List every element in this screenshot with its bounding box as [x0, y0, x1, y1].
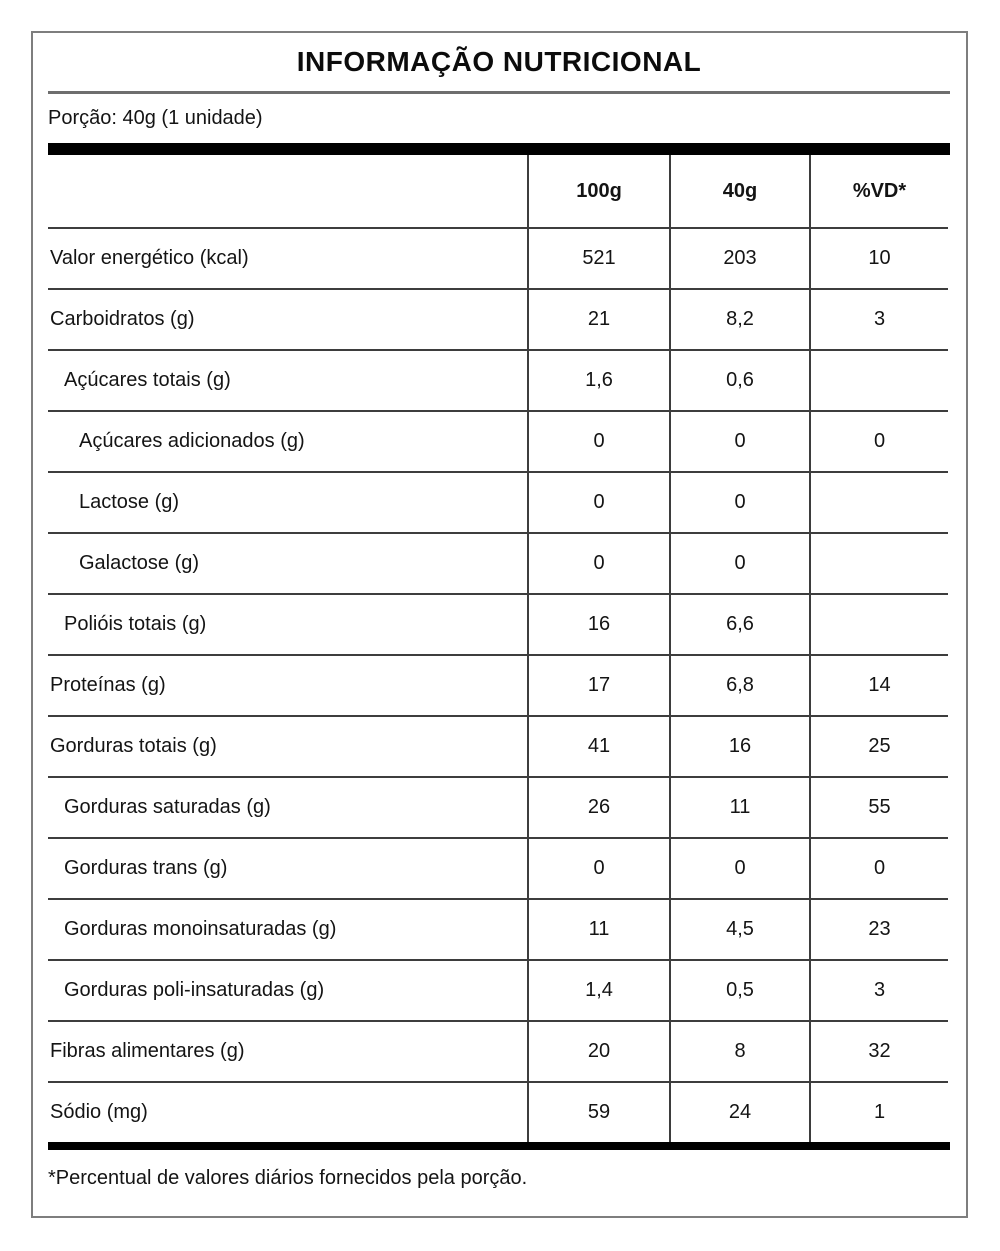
nutrient-value: 0 [670, 411, 810, 472]
nutrient-value: 26 [528, 777, 670, 838]
nutrient-value: 55 [810, 777, 948, 838]
nutrient-value: 21 [528, 289, 670, 350]
nutrient-value: 32 [810, 1021, 948, 1082]
nutrient-value: 6,8 [670, 655, 810, 716]
table-header-row [48, 155, 948, 228]
column-header-vd: %VD* [810, 155, 948, 228]
table-row [48, 838, 948, 899]
nutrient-value: 1,4 [528, 960, 670, 1021]
nutrient-value: 16 [670, 716, 810, 777]
nutrient-value: 24 [670, 1082, 810, 1142]
table-row [48, 777, 948, 838]
table-row [48, 228, 948, 289]
nutrient-value: 8 [670, 1021, 810, 1082]
table-row [48, 350, 948, 411]
table-row [48, 1021, 948, 1082]
nutrient-value [810, 350, 948, 411]
nutrient-value: 6,6 [670, 594, 810, 655]
nutrient-label: Açúcares adicionados (g) [48, 411, 528, 472]
nutrient-value: 1,6 [528, 350, 670, 411]
nutrient-value: 4,5 [670, 899, 810, 960]
nutrient-value [810, 472, 948, 533]
nutrient-value: 11 [670, 777, 810, 838]
nutrient-value: 0 [670, 472, 810, 533]
nutrient-value: 17 [528, 655, 670, 716]
table-row [48, 1082, 948, 1142]
nutrient-value: 0 [810, 411, 948, 472]
table-row [48, 594, 948, 655]
nutrient-value: 0 [528, 472, 670, 533]
page-title: INFORMAÇÃO NUTRICIONAL [296, 46, 702, 77]
table-row [48, 411, 948, 472]
nutrient-value [810, 594, 948, 655]
nutrient-label: Polióis totais (g) [48, 594, 528, 655]
nutrient-label: Gorduras saturadas (g) [48, 777, 528, 838]
thick-bar-top [48, 143, 950, 155]
nutrient-label: Valor energético (kcal) [48, 228, 528, 289]
table-row [48, 960, 948, 1021]
table-row [48, 716, 948, 777]
nutrient-value: 20 [528, 1021, 670, 1082]
nutrient-value: 0 [810, 838, 948, 899]
nutrient-value: 0 [528, 533, 670, 594]
nutrient-label: Açúcares totais (g) [48, 350, 528, 411]
nutrient-label: Carboidratos (g) [48, 289, 528, 350]
nutrient-label: Gorduras monoinsaturadas (g) [48, 899, 528, 960]
nutrient-label: Proteínas (g) [48, 655, 528, 716]
nutrition-label [31, 31, 968, 1218]
column-header-100g: 100g [528, 155, 670, 228]
nutrient-label: Galactose (g) [48, 533, 528, 594]
table-row [48, 472, 948, 533]
nutrient-value: 41 [528, 716, 670, 777]
table-row [48, 289, 948, 350]
nutrient-value: 59 [528, 1082, 670, 1142]
nutrient-value: 3 [810, 960, 948, 1021]
nutrient-label: Gorduras trans (g) [48, 838, 528, 899]
nutrition-table-body [48, 228, 948, 1142]
nutrient-value: 0 [528, 411, 670, 472]
nutrient-value: 11 [528, 899, 670, 960]
nutrient-label: Gorduras poli-insaturadas (g) [48, 960, 528, 1021]
nutrient-value: 14 [810, 655, 948, 716]
nutrient-value: 10 [810, 228, 948, 289]
nutrient-label: Sódio (mg) [48, 1082, 528, 1142]
nutrient-label: Lactose (g) [48, 472, 528, 533]
nutrient-value: 0 [528, 838, 670, 899]
nutrient-value: 0,5 [670, 960, 810, 1021]
nutrition-table [48, 155, 948, 1142]
table-row [48, 899, 948, 960]
nutrient-value: 25 [810, 716, 948, 777]
nutrient-value: 1 [810, 1082, 948, 1142]
nutrient-label: Fibras alimentares (g) [48, 1021, 528, 1082]
nutrient-value: 0 [670, 838, 810, 899]
nutrient-value: 8,2 [670, 289, 810, 350]
nutrient-value: 3 [810, 289, 948, 350]
nutrient-label: Gorduras totais (g) [48, 716, 528, 777]
column-header-blank [48, 155, 528, 228]
column-header-40g: 40g [670, 155, 810, 228]
nutrient-value: 0 [670, 533, 810, 594]
nutrient-value: 521 [528, 228, 670, 289]
nutrient-value: 16 [528, 594, 670, 655]
portion-text: Porção: 40g (1 unidade) [48, 107, 263, 129]
nutrient-value: 203 [670, 228, 810, 289]
nutrient-value [810, 533, 948, 594]
table-row [48, 533, 948, 594]
table-row [48, 655, 948, 716]
thick-bar-bottom [48, 1142, 950, 1150]
footnote-text: *Percentual de valores diários fornecidos pela porção. [48, 1167, 528, 1189]
nutrient-value: 0,6 [670, 350, 810, 411]
nutrient-value: 23 [810, 899, 948, 960]
